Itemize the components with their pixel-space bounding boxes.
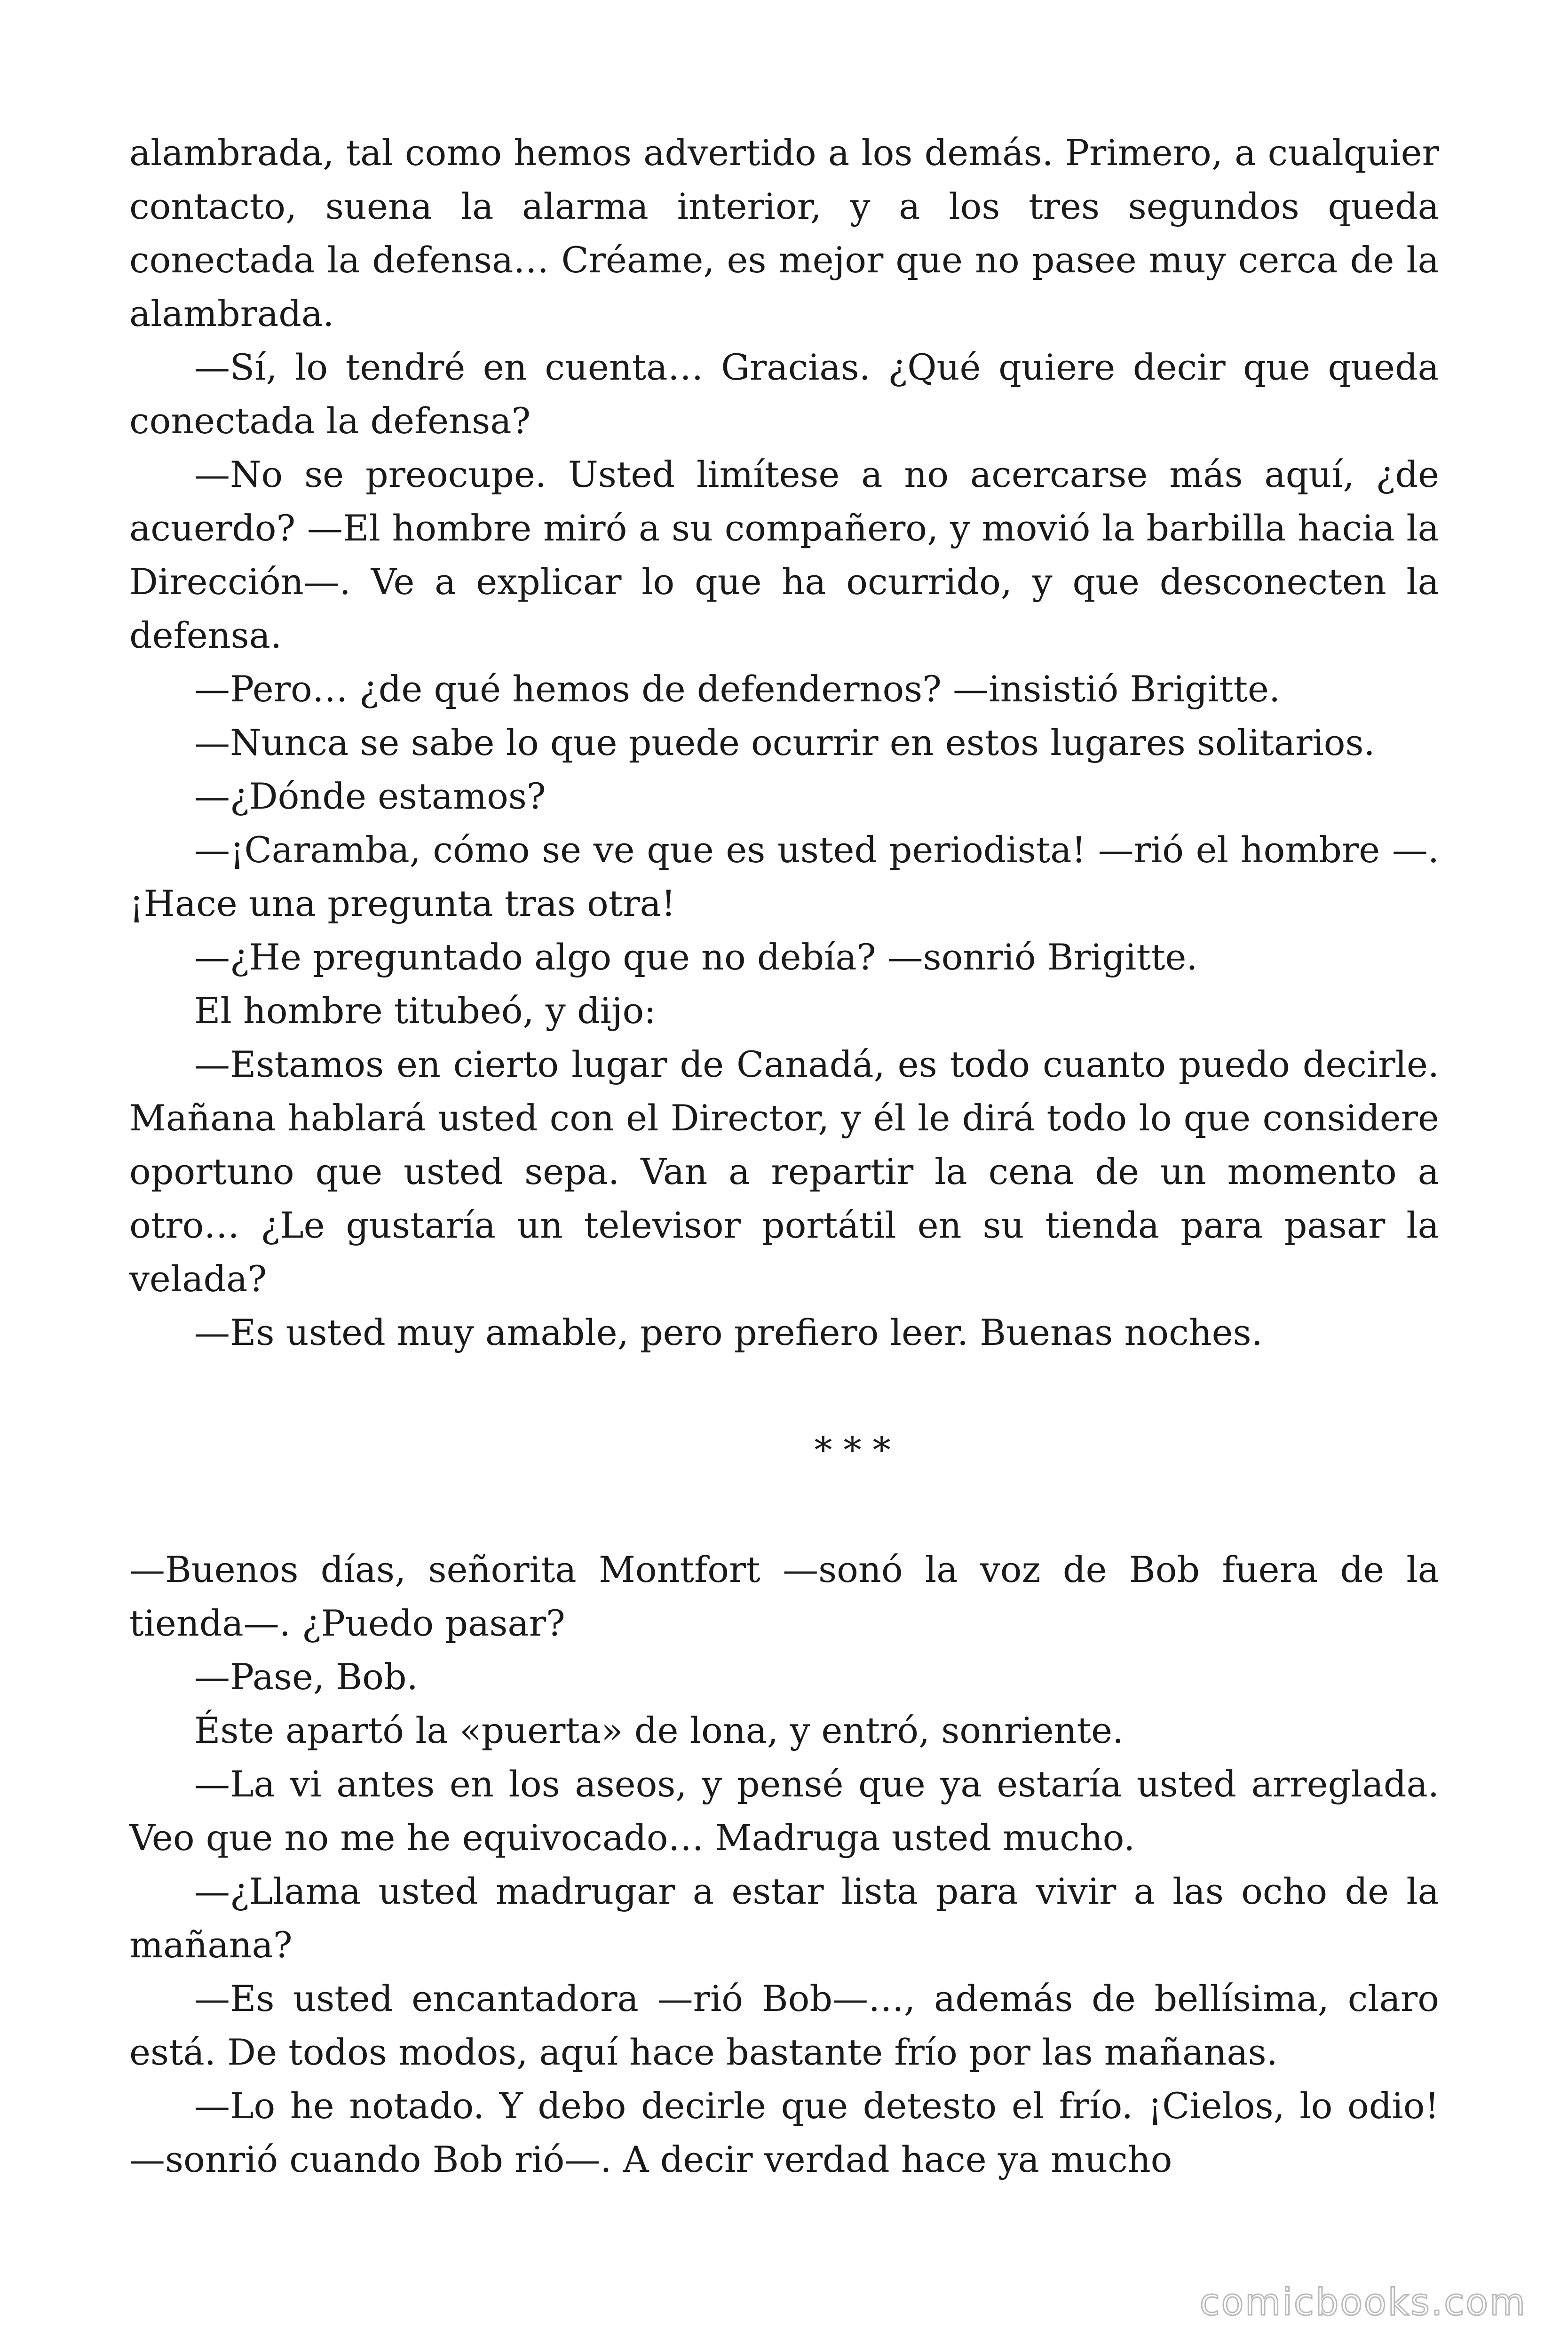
paragraph: —Sí, lo tendré en cuenta… Gracias. ¿Qué quiere decir que queda conectada la defensa? (129, 346, 1439, 442)
paragraph: —Es usted muy amable, pero prefiero leer. Buenas noches. (194, 1311, 1263, 1353)
paragraph: alambrada, tal como hemos advertido a los demás. Primero, a cualquier contacto, suena la alarma interior, y a los tres segundos queda conectada la defensa… Créame, es mejor que no pasee muy cerca de la alambrada. (129, 132, 1439, 334)
section-separator: * * * (814, 1429, 891, 1471)
paragraph: —La vi antes en los aseos, y pensé que ya estaría usted arreglada. Veo que no me he equivocado… Madruga usted mucho. (129, 1763, 1439, 1859)
paragraph: —Lo he notado. Y debo decirle que detesto el frío. ¡Cielos, lo odio! —sonrió cuando Bob rió—. A decir verdad hace ya mucho (129, 2085, 1439, 2180)
paragraph: —Es usted encantadora —rió Bob—…, además de bellísima, claro está. De todos modos, aquí hace bastante frío por las mañanas. (129, 1978, 1439, 2073)
paragraph: —Estamos en cierto lugar de Canadá, es todo cuanto puedo decirle. Mañana hablará usted con el Director, y él le dirá todo lo que considere oportuno que usted sepa. Van a repartir la cena de un momento a otro… ¿Le gustaría un televisor portátil en su tienda para pasar la velada? (129, 1043, 1439, 1300)
paragraph: —Pase, Bob. (194, 1656, 418, 1698)
paragraph: —Pero… ¿de qué hemos de defendernos? —insistió Brigitte. (194, 668, 1281, 710)
paragraph: —Buenos días, señorita Montfort —sonó la voz de Bob fuera de la tienda—. ¿Puedo pasar? (129, 1549, 1439, 1644)
paragraph: —¡Caramba, cómo se ve que es usted periodista! —rió el hombre —. ¡Hace una pregunta tras otra! (129, 829, 1439, 924)
paragraph: —¿Llama usted madrugar a estar lista para vivir a las ocho de la mañana? (129, 1870, 1439, 1966)
watermark: comicbooks.com (1199, 2281, 1527, 2324)
paragraph: —No se preocupe. Usted limítese a no acercarse más aquí, ¿de acuerdo? —El hombre miró a su compañero, y movió la barbilla hacia la Dirección—. Ve a explicar lo que ha ocurrido, y que desconecten la defensa. (129, 453, 1439, 656)
paragraph: —¿Dónde estamos? (194, 775, 546, 817)
paragraph: El hombre titubeó, y dijo: (194, 990, 656, 1032)
paragraph: Éste apartó la «puerta» de lona, y entró, sonriente. (194, 1709, 1124, 1751)
page-text (129, 126, 1439, 2186)
paragraph: —¿He preguntado algo que no debía? —sonrió Brigitte. (194, 936, 1198, 978)
paragraph: —Nunca se sabe lo que puede ocurrir en estos lugares solitarios. (194, 722, 1375, 763)
